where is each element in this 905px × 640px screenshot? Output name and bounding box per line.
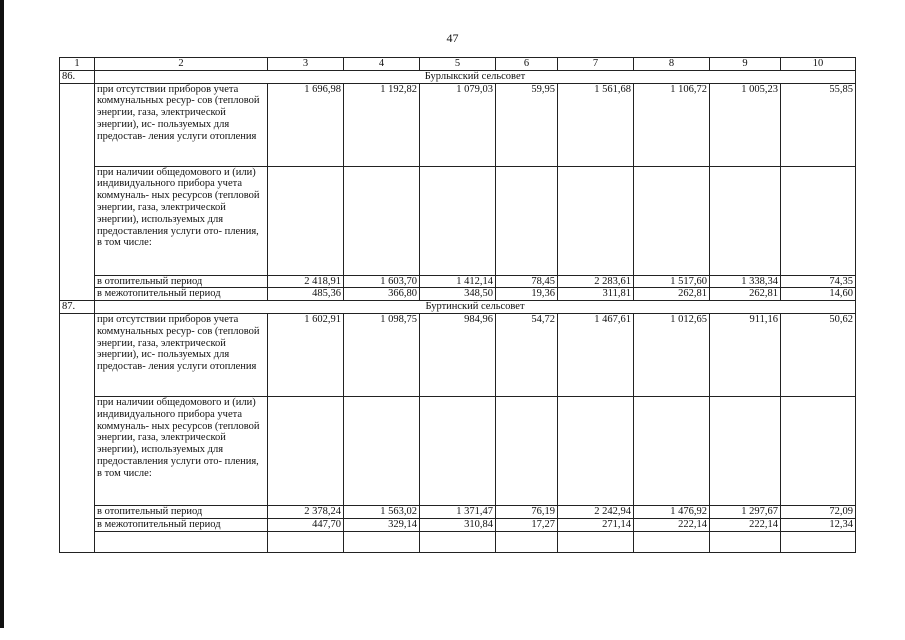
value-cell: 2 283,61 [558, 275, 634, 288]
value-cell: 55,85 [781, 83, 856, 166]
value-cell [634, 396, 710, 505]
column-header: 10 [781, 58, 856, 71]
value-cell: 2 418,91 [268, 275, 344, 288]
value-cell [344, 166, 420, 275]
value-cell [634, 166, 710, 275]
value-cell: 76,19 [496, 505, 558, 518]
row-label: при отсутствии приборов учета коммунальных ресур- сов (тепловой энергии, газа, электрической энергии), ис- пользуемых для предостав- ления услуги отопления [95, 313, 268, 396]
section-header-row [60, 70, 856, 83]
table-row [60, 83, 856, 166]
value-cell: 485,36 [268, 288, 344, 301]
value-cell: 366,80 [344, 288, 420, 301]
column-header: 8 [634, 58, 710, 71]
value-cell: 1 192,82 [344, 83, 420, 166]
value-cell: 1 012,65 [634, 313, 710, 396]
row-label [95, 531, 268, 552]
value-cell: 2 378,24 [268, 505, 344, 518]
value-cell: 1 338,34 [710, 275, 781, 288]
value-cell: 19,36 [496, 288, 558, 301]
row-label: при наличии общедомового и (или) индивидуального прибора учета коммуналь- ных ресурсов (тепловой энергии, газа, электрической энергии), используемых для предоставления услуги ото- пления, в том числе: [95, 396, 268, 505]
value-cell [268, 166, 344, 275]
column-header: 5 [420, 58, 496, 71]
value-cell: 348,50 [420, 288, 496, 301]
value-cell: 74,35 [781, 275, 856, 288]
value-cell [558, 396, 634, 505]
value-cell [558, 531, 634, 552]
value-cell: 329,14 [344, 518, 420, 531]
column-header: 4 [344, 58, 420, 71]
value-cell: 311,81 [558, 288, 634, 301]
value-cell: 271,14 [558, 518, 634, 531]
value-cell [344, 396, 420, 505]
row-label: в межотопительный период [95, 288, 268, 301]
section-title: Буртинский сельсовет [95, 301, 856, 314]
value-cell: 262,81 [634, 288, 710, 301]
value-cell: 2 242,94 [558, 505, 634, 518]
row-label: в межотопительный период [95, 518, 268, 531]
table-header-row [60, 58, 856, 71]
column-header: 2 [95, 58, 268, 71]
value-cell: 1 371,47 [420, 505, 496, 518]
table-row [60, 396, 856, 505]
value-cell: 1 476,92 [634, 505, 710, 518]
table-row [60, 275, 856, 288]
table-row [60, 313, 856, 396]
section-number: 87. [60, 301, 95, 314]
value-cell: 1 079,03 [420, 83, 496, 166]
page-left-edge-bar [0, 0, 4, 628]
value-cell [496, 166, 558, 275]
value-cell: 1 563,02 [344, 505, 420, 518]
value-cell [710, 531, 781, 552]
column-header: 7 [558, 58, 634, 71]
column-header: 9 [710, 58, 781, 71]
table-row [60, 288, 856, 301]
value-cell [268, 396, 344, 505]
value-cell: 78,45 [496, 275, 558, 288]
value-cell: 984,96 [420, 313, 496, 396]
value-cell: 1 297,67 [710, 505, 781, 518]
table-row [60, 518, 856, 531]
value-cell [710, 396, 781, 505]
row-number-cell [60, 313, 95, 552]
value-cell: 12,34 [781, 518, 856, 531]
value-cell: 1 561,68 [558, 83, 634, 166]
value-cell: 59,95 [496, 83, 558, 166]
column-header: 3 [268, 58, 344, 71]
row-label: в отопительный период [95, 505, 268, 518]
column-header: 1 [60, 58, 95, 71]
page-number: 47 [446, 31, 459, 45]
table-row [60, 505, 856, 518]
value-cell: 447,70 [268, 518, 344, 531]
value-cell: 17,27 [496, 518, 558, 531]
value-cell: 310,84 [420, 518, 496, 531]
value-cell: 1 602,91 [268, 313, 344, 396]
section-number: 86. [60, 70, 95, 83]
value-cell [420, 166, 496, 275]
value-cell: 1 005,23 [710, 83, 781, 166]
value-cell: 72,09 [781, 505, 856, 518]
value-cell: 14,60 [781, 288, 856, 301]
value-cell: 1 098,75 [344, 313, 420, 396]
value-cell [781, 166, 856, 275]
value-cell [781, 396, 856, 505]
value-cell: 1 467,61 [558, 313, 634, 396]
tariff-table [59, 57, 856, 553]
value-cell: 911,16 [710, 313, 781, 396]
table-row [60, 166, 856, 275]
value-cell: 54,72 [496, 313, 558, 396]
column-header: 6 [496, 58, 558, 71]
value-cell [496, 531, 558, 552]
value-cell: 1 412,14 [420, 275, 496, 288]
value-cell: 222,14 [634, 518, 710, 531]
value-cell [710, 166, 781, 275]
value-cell [268, 531, 344, 552]
section-title: Бурлыкский сельсовет [95, 70, 856, 83]
row-label: при отсутствии приборов учета коммунальных ресур- сов (тепловой энергии, газа, электрической энергии), ис- пользуемых для предостав- ления услуги отопления [95, 83, 268, 166]
value-cell: 50,62 [781, 313, 856, 396]
value-cell: 1 696,98 [268, 83, 344, 166]
value-cell: 1 517,60 [634, 275, 710, 288]
value-cell [420, 396, 496, 505]
table-row [60, 531, 856, 552]
value-cell [781, 531, 856, 552]
value-cell: 1 603,70 [344, 275, 420, 288]
row-label: при наличии общедомового и (или) индивидуального прибора учета коммуналь- ных ресурсов (тепловой энергии, газа, электрической энергии), используемых для предоставления услуги ото- пления, в том числе: [95, 166, 268, 275]
row-number-cell [60, 83, 95, 301]
value-cell: 222,14 [710, 518, 781, 531]
value-cell: 262,81 [710, 288, 781, 301]
section-header-row [60, 301, 856, 314]
value-cell [344, 531, 420, 552]
value-cell [496, 396, 558, 505]
value-cell [634, 531, 710, 552]
value-cell: 1 106,72 [634, 83, 710, 166]
row-label: в отопительный период [95, 275, 268, 288]
value-cell [558, 166, 634, 275]
value-cell [420, 531, 496, 552]
